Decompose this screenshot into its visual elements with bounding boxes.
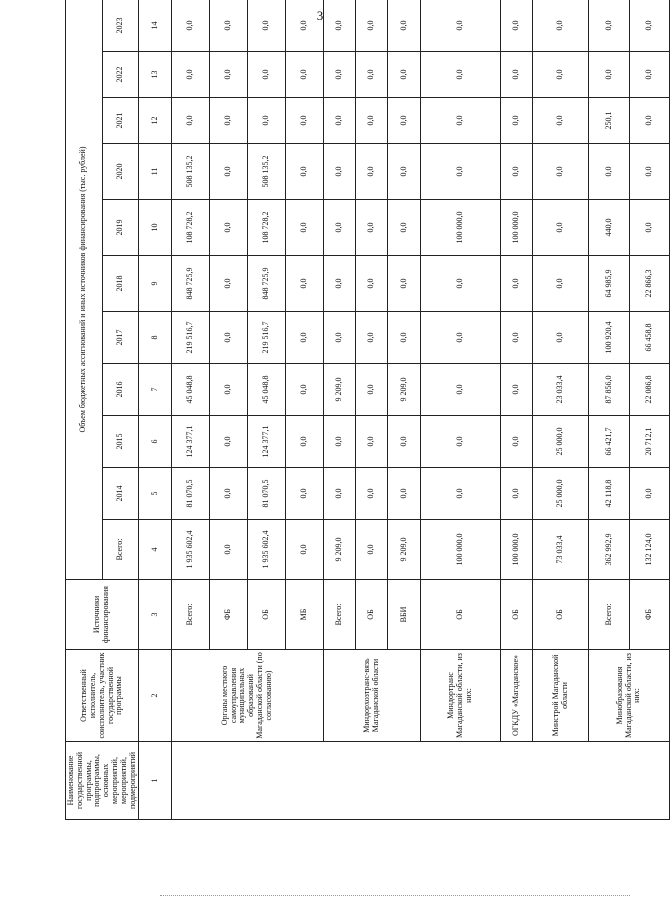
column-number: 1	[139, 742, 171, 820]
header-source: Источники финансирования	[66, 580, 139, 650]
financing-table	[65, 0, 670, 820]
header-year: 2022	[102, 52, 139, 98]
year-cell: 0,0	[500, 312, 532, 364]
year-cell: 0,0	[533, 52, 589, 98]
year-cell: 0,0	[323, 144, 355, 200]
year-cell: 124 377,1	[247, 416, 285, 468]
column-number: 4	[139, 520, 171, 580]
year-cell: 124 377,1	[171, 416, 209, 468]
executor-cell: Органы местного самоуправления муниципальных образований Магаданской области (по согласованию)	[171, 650, 323, 742]
year-cell: 219 516,7	[171, 312, 209, 364]
table-row	[500, 0, 532, 820]
total-cell: 0,0	[209, 520, 247, 580]
table-row	[589, 0, 629, 820]
year-cell: 0,0	[323, 200, 355, 256]
source-cell: ВБИ	[388, 580, 420, 650]
year-cell: 81 070,5	[247, 468, 285, 520]
year-cell: 45 048,8	[247, 364, 285, 416]
year-cell: 219 516,7	[247, 312, 285, 364]
year-cell: 0,0	[533, 144, 589, 200]
year-cell: 508 135,2	[171, 144, 209, 200]
year-cell: 0,0	[323, 256, 355, 312]
column-number: 6	[139, 416, 171, 468]
source-cell: ОБ	[247, 580, 285, 650]
year-cell: 0,0	[171, 52, 209, 98]
year-cell: 0,0	[209, 364, 247, 416]
header-executor: Ответственный исполнитель, соисполнитель, участник государственной программы	[66, 650, 139, 742]
year-cell: 0,0	[629, 200, 669, 256]
column-number: 2	[139, 650, 171, 742]
footer-divider	[160, 895, 630, 896]
year-cell: 0,0	[209, 144, 247, 200]
header-year: 2014	[102, 468, 139, 520]
total-cell: 1 935 602,4	[247, 520, 285, 580]
year-cell: 9 209,0	[388, 364, 420, 416]
year-cell: 0,0	[356, 98, 388, 144]
year-cell: 0,0	[388, 416, 420, 468]
column-number: 14	[139, 0, 171, 52]
year-cell: 66 458,8	[629, 312, 669, 364]
year-cell: 0,0	[356, 200, 388, 256]
year-cell: 0,0	[356, 256, 388, 312]
table-row	[533, 0, 589, 820]
year-cell: 0,0	[209, 98, 247, 144]
year-cell: 100 000,0	[500, 200, 532, 256]
year-cell: 0,0	[323, 98, 355, 144]
column-number: 3	[139, 580, 171, 650]
total-cell: 362 992,9	[589, 520, 629, 580]
column-number: 13	[139, 52, 171, 98]
year-cell: 848 725,9	[171, 256, 209, 312]
source-cell: Всего:	[589, 580, 629, 650]
year-cell: 250,1	[589, 98, 629, 144]
total-cell: 0,0	[356, 520, 388, 580]
year-cell: 0,0	[500, 364, 532, 416]
total-cell: 100 000,0	[420, 520, 500, 580]
year-cell: 0,0	[285, 144, 323, 200]
executor-cell: Минстрой Магаданской области	[533, 650, 589, 742]
year-cell: 25 000,0	[533, 468, 589, 520]
year-cell: 0,0	[285, 468, 323, 520]
column-number: 10	[139, 200, 171, 256]
year-cell: 108 728,2	[171, 200, 209, 256]
year-cell: 0,0	[629, 98, 669, 144]
year-cell: 0,0	[388, 312, 420, 364]
executor-cell: Миндорхозтранс-вязь Магаданской области	[323, 650, 420, 742]
year-cell: 0,0	[209, 312, 247, 364]
year-cell: 81 070,5	[171, 468, 209, 520]
source-cell: ОБ	[500, 580, 532, 650]
table-row	[171, 0, 209, 820]
year-cell: 45 048,8	[171, 364, 209, 416]
total-cell: 9 209,0	[388, 520, 420, 580]
year-cell: 0,0	[388, 200, 420, 256]
year-cell: 0,0	[285, 200, 323, 256]
column-number: 7	[139, 364, 171, 416]
year-cell: 0,0	[209, 416, 247, 468]
year-cell: 0,0	[420, 98, 500, 144]
year-cell: 0,0	[533, 98, 589, 144]
header-year: 2019	[102, 200, 139, 256]
year-cell: 0,0	[420, 144, 500, 200]
year-cell: 0,0	[323, 0, 355, 52]
year-cell: 0,0	[388, 0, 420, 52]
rotated-page	[25, 0, 665, 880]
header-program-name: Наименование государственной программы, подпрограммы, основных мероприятий, мероприятий, подмероприятий	[66, 742, 139, 820]
year-cell: 0,0	[533, 200, 589, 256]
year-cell: 0,0	[388, 52, 420, 98]
table-row	[323, 0, 355, 820]
year-cell: 0,0	[589, 144, 629, 200]
header-total: Всего:	[102, 520, 139, 580]
year-cell: 0,0	[420, 256, 500, 312]
year-cell: 0,0	[500, 98, 532, 144]
year-cell: 0,0	[323, 52, 355, 98]
year-cell: 9 209,0	[323, 364, 355, 416]
year-cell: 23 033,4	[533, 364, 589, 416]
source-cell: Всего:	[171, 580, 209, 650]
year-cell: 64 985,9	[589, 256, 629, 312]
year-cell: 440,0	[589, 200, 629, 256]
year-cell: 0,0	[500, 144, 532, 200]
year-cell: 0,0	[356, 312, 388, 364]
year-cell: 0,0	[629, 52, 669, 98]
header-year: 2018	[102, 256, 139, 312]
year-cell: 0,0	[629, 144, 669, 200]
year-cell: 0,0	[388, 98, 420, 144]
year-cell: 22 086,8	[629, 364, 669, 416]
year-cell: 0,0	[356, 52, 388, 98]
header-year: 2021	[102, 98, 139, 144]
year-cell: 0,0	[420, 312, 500, 364]
year-cell: 0,0	[323, 416, 355, 468]
year-cell: 0,0	[533, 0, 589, 52]
year-cell: 0,0	[629, 0, 669, 52]
year-cell: 87 856,0	[589, 364, 629, 416]
year-cell: 100 920,4	[589, 312, 629, 364]
year-cell: 0,0	[420, 0, 500, 52]
year-cell: 0,0	[285, 256, 323, 312]
year-cell: 0,0	[533, 312, 589, 364]
header-year: 2015	[102, 416, 139, 468]
total-cell: 1 935 602,4	[171, 520, 209, 580]
year-cell: 0,0	[356, 364, 388, 416]
year-cell: 66 421,7	[589, 416, 629, 468]
year-cell: 0,0	[500, 256, 532, 312]
year-cell: 0,0	[356, 144, 388, 200]
year-cell: 0,0	[420, 52, 500, 98]
executor-cell: ОГКДУ «Магаданское»	[500, 650, 532, 742]
year-cell: 0,0	[356, 416, 388, 468]
year-cell: 25 000,0	[533, 416, 589, 468]
page-number: 3	[316, 8, 324, 23]
year-cell: 0,0	[388, 144, 420, 200]
source-cell: Всего:	[323, 580, 355, 650]
program-name-cell	[171, 742, 669, 820]
year-cell: 0,0	[500, 416, 532, 468]
year-cell: 0,0	[247, 0, 285, 52]
year-cell: 0,0	[171, 98, 209, 144]
table-row	[420, 0, 500, 820]
year-cell: 0,0	[533, 256, 589, 312]
executor-cell: Миндортранс Магаданской области, из них:	[420, 650, 500, 742]
year-cell: 0,0	[420, 468, 500, 520]
header-year: 2017	[102, 312, 139, 364]
total-cell: 0,0	[285, 520, 323, 580]
total-cell: 9 209,0	[323, 520, 355, 580]
year-cell: 508 135,2	[247, 144, 285, 200]
year-cell: 0,0	[247, 98, 285, 144]
executor-cell: Минобразования Магаданской области, из них:	[589, 650, 669, 742]
year-cell: 0,0	[500, 52, 532, 98]
year-cell: 848 725,9	[247, 256, 285, 312]
year-cell: 0,0	[285, 312, 323, 364]
year-cell: 0,0	[209, 200, 247, 256]
year-cell: 100 000,0	[420, 200, 500, 256]
column-number: 5	[139, 468, 171, 520]
year-cell: 0,0	[171, 0, 209, 52]
year-cell: 0,0	[420, 364, 500, 416]
year-cell: 0,0	[285, 98, 323, 144]
year-cell: 20 712,1	[629, 416, 669, 468]
total-cell: 132 124,0	[629, 520, 669, 580]
total-cell: 73 033,4	[533, 520, 589, 580]
year-cell: 0,0	[247, 52, 285, 98]
year-cell: 22 866,3	[629, 256, 669, 312]
column-number: 9	[139, 256, 171, 312]
year-cell: 0,0	[388, 256, 420, 312]
year-cell: 0,0	[388, 468, 420, 520]
year-cell: 0,0	[589, 0, 629, 52]
year-cell: 0,0	[209, 52, 247, 98]
year-cell: 0,0	[285, 416, 323, 468]
year-cell: 0,0	[209, 0, 247, 52]
year-cell: 0,0	[323, 468, 355, 520]
year-cell: 0,0	[356, 468, 388, 520]
header-financing-volume: Объем бюджетных ассигнований и иных источников финансирования (тыс. рублей)	[66, 0, 103, 580]
source-cell: ОБ	[356, 580, 388, 650]
header-year: 2020	[102, 144, 139, 200]
source-cell: МБ	[285, 580, 323, 650]
year-cell: 0,0	[209, 256, 247, 312]
source-cell: ОБ	[533, 580, 589, 650]
header-year: 2016	[102, 364, 139, 416]
year-cell: 0,0	[629, 468, 669, 520]
year-cell: 0,0	[500, 468, 532, 520]
year-cell: 0,0	[420, 416, 500, 468]
year-cell: 0,0	[589, 52, 629, 98]
year-cell: 108 728,2	[247, 200, 285, 256]
year-cell: 0,0	[209, 468, 247, 520]
year-cell: 0,0	[356, 0, 388, 52]
year-cell: 0,0	[285, 52, 323, 98]
source-cell: ФБ	[209, 580, 247, 650]
header-year: 2023	[102, 0, 139, 52]
year-cell: 0,0	[323, 312, 355, 364]
year-cell: 42 118,8	[589, 468, 629, 520]
column-number: 8	[139, 312, 171, 364]
column-number-row	[139, 0, 171, 820]
year-cell: 0,0	[500, 0, 532, 52]
source-cell: ФБ	[629, 580, 669, 650]
column-number: 11	[139, 144, 171, 200]
total-cell: 100 000,0	[500, 520, 532, 580]
column-number: 12	[139, 98, 171, 144]
source-cell: ОБ	[420, 580, 500, 650]
year-cell: 0,0	[285, 364, 323, 416]
year-cell: 0,0	[285, 0, 323, 52]
